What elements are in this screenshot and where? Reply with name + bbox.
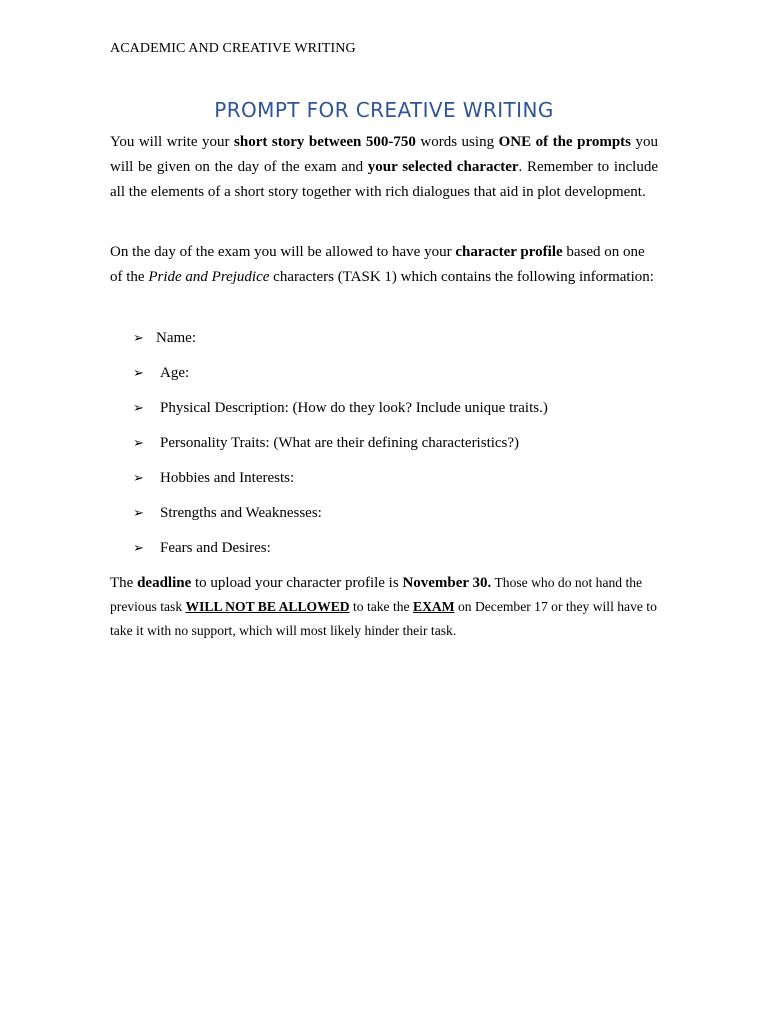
- deadline-paragraph: [110, 571, 658, 643]
- deadline-text-3: Those who do not hand the previous task: [110, 575, 643, 614]
- profile-fields-list: [133, 326, 653, 571]
- document-title: PROMPT FOR CREATIVE WRITING: [214, 98, 554, 122]
- deadline-underline-not-allowed: WILL NOT BE ALLOWED: [185, 599, 350, 614]
- intro-text-4: . Remember to include all the elements of a short story together with rich dialogues that aid in plot development.: [110, 159, 658, 200]
- profile-text-3: characters (TASK 1) which contains the following information:: [269, 269, 654, 285]
- list-item: [133, 466, 653, 501]
- intro-text-3: you will be given on the day of the exam and: [110, 134, 659, 175]
- arrow-bullet-icon: ➢: [133, 470, 144, 485]
- list-item-label: Personality Traits: (What are their defining characteristics?): [160, 435, 520, 451]
- deadline-text-1: The: [110, 575, 138, 591]
- arrow-bullet-icon: ➢: [133, 505, 144, 520]
- profile-bold-character-profile: character profile: [455, 244, 563, 260]
- arrow-bullet-icon: ➢: [133, 435, 144, 450]
- list-item: [133, 396, 653, 431]
- list-item: [133, 361, 653, 396]
- deadline-text-5: on December 17 or they will have to take it with no support, which will most likely hinder their task.: [110, 599, 657, 638]
- deadline-text-2: to upload your character profile is: [191, 575, 403, 591]
- deadline-warning: [186, 599, 350, 614]
- deadline-text-4: to take the: [349, 599, 413, 614]
- intro-text-2: words using: [415, 134, 499, 150]
- deadline-bold-date: November 30.: [402, 575, 492, 591]
- intro-bold-word-count: short story between 500-750: [234, 134, 416, 150]
- list-item: [133, 431, 653, 466]
- deadline-underline-exam: EXAM: [413, 599, 455, 614]
- arrow-bullet-icon: ➢: [133, 400, 144, 415]
- list-item: [133, 501, 653, 536]
- arrow-bullet-icon: ➢: [133, 540, 144, 555]
- list-item-label: Age:: [160, 365, 190, 381]
- list-item-label: Hobbies and Interests:: [160, 470, 295, 486]
- list-item-label: Name:: [156, 330, 196, 346]
- profile-text-1: On the day of the exam you will be allowed to have your: [110, 244, 456, 260]
- list-item: [133, 326, 653, 361]
- deadline-exam: [413, 599, 455, 614]
- profile-italic-book-title: Pride and Prejudice: [148, 269, 270, 285]
- character-profile-paragraph: [110, 240, 658, 290]
- list-item-label: Fears and Desires:: [160, 540, 271, 556]
- intro-bold-prompts: ONE of the prompts: [498, 134, 631, 150]
- intro-text-1: You will write your: [110, 134, 235, 150]
- list-item: [133, 536, 653, 571]
- arrow-bullet-icon: ➢: [133, 365, 144, 380]
- profile-text-2: based on one of the: [110, 244, 645, 285]
- intro-paragraph: [110, 130, 658, 205]
- intro-bold-character: your selected character: [367, 159, 519, 175]
- page-header: ACADEMIC AND CREATIVE WRITING: [110, 41, 356, 56]
- list-item-label: Physical Description: (How do they look? Include unique traits.): [160, 400, 548, 416]
- arrow-bullet-icon: ➢: [133, 330, 144, 345]
- list-item-label: Strengths and Weaknesses:: [160, 505, 322, 521]
- deadline-bold-label: deadline: [137, 575, 192, 591]
